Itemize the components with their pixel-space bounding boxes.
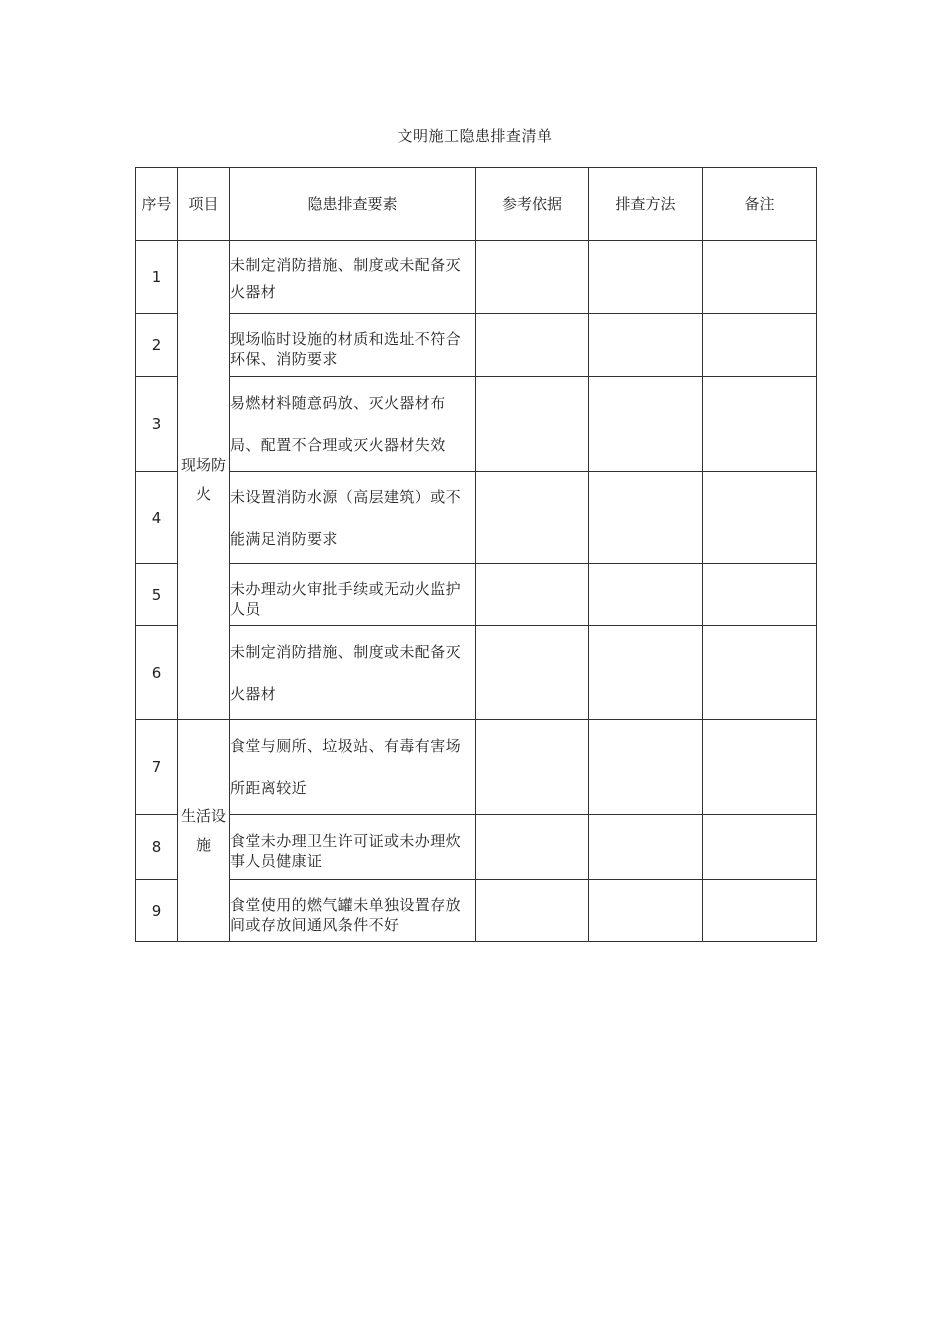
method-cell[interactable]: [589, 626, 703, 720]
row-number: 7: [136, 720, 178, 815]
table-row: [136, 314, 817, 377]
method-cell[interactable]: [589, 241, 703, 314]
basis-cell[interactable]: [476, 377, 589, 472]
method-cell[interactable]: [589, 564, 703, 626]
method-cell[interactable]: [589, 314, 703, 377]
table-row: [136, 377, 817, 472]
remark-cell[interactable]: [703, 720, 817, 815]
remark-cell[interactable]: [703, 314, 817, 377]
row-number: 4: [136, 472, 178, 564]
basis-cell[interactable]: [476, 720, 589, 815]
table-row: [136, 720, 817, 815]
basis-cell[interactable]: [476, 314, 589, 377]
basis-cell[interactable]: [476, 815, 589, 880]
table-row: [136, 626, 817, 720]
method-cell[interactable]: [589, 472, 703, 564]
method-cell[interactable]: [589, 377, 703, 472]
row-number: 3: [136, 377, 178, 472]
remark-cell[interactable]: [703, 880, 817, 942]
row-number: 9: [136, 880, 178, 942]
row-number: 6: [136, 626, 178, 720]
basis-cell[interactable]: [476, 241, 589, 314]
hazard-text: 现场临时设施的材质和选址不符合环保、消防要求: [230, 314, 476, 377]
document-title: 文明施工隐患排查清单: [397, 127, 553, 145]
category-fire-prevention: 现场防火: [178, 241, 230, 720]
table-row: [136, 564, 817, 626]
hazard-text: 未设置消防水源（高层建筑）或不能满足消防要求: [230, 472, 476, 564]
basis-cell[interactable]: [476, 880, 589, 942]
table-row: [136, 472, 817, 564]
row-number: 1: [136, 241, 178, 314]
header-hazard: 隐患排查要素: [230, 168, 476, 241]
table-row: [136, 241, 817, 314]
row-number: 8: [136, 815, 178, 880]
remark-cell[interactable]: [703, 472, 817, 564]
hazard-text: 未办理动火审批手续或无动火监护人员: [230, 564, 476, 626]
method-cell[interactable]: [589, 880, 703, 942]
header-remark: 备注: [703, 168, 817, 241]
hazard-checklist-table: [135, 167, 817, 942]
basis-cell[interactable]: [476, 564, 589, 626]
hazard-text: 食堂与厕所、垃圾站、有毒有害场所距离较近: [230, 720, 476, 815]
method-cell[interactable]: [589, 720, 703, 815]
row-number: 2: [136, 314, 178, 377]
header-seq: 序号: [136, 168, 178, 241]
remark-cell[interactable]: [703, 377, 817, 472]
header-item: 项目: [178, 168, 230, 241]
hazard-text: 未制定消防措施、制度或未配备灭火器材: [230, 241, 476, 314]
hazard-text: 食堂使用的燃气罐未单独设置存放间或存放间通风条件不好: [230, 880, 476, 942]
category-living-facilities: 生活设施: [178, 720, 230, 942]
header-basis: 参考依据: [476, 168, 589, 241]
hazard-text: 食堂未办理卫生许可证或未办理炊事人员健康证: [230, 815, 476, 880]
remark-cell[interactable]: [703, 626, 817, 720]
row-number: 5: [136, 564, 178, 626]
basis-cell[interactable]: [476, 626, 589, 720]
table-row: [136, 815, 817, 880]
hazard-text: 易燃材料随意码放、灭火器材布局、配置不合理或灭火器材失效: [230, 377, 476, 472]
header-method: 排查方法: [589, 168, 703, 241]
header-row: [136, 168, 817, 241]
basis-cell[interactable]: [476, 472, 589, 564]
table-row: [136, 880, 817, 942]
remark-cell[interactable]: [703, 815, 817, 880]
method-cell[interactable]: [589, 815, 703, 880]
remark-cell[interactable]: [703, 564, 817, 626]
hazard-text: 未制定消防措施、制度或未配备灭火器材: [230, 626, 476, 720]
remark-cell[interactable]: [703, 241, 817, 314]
